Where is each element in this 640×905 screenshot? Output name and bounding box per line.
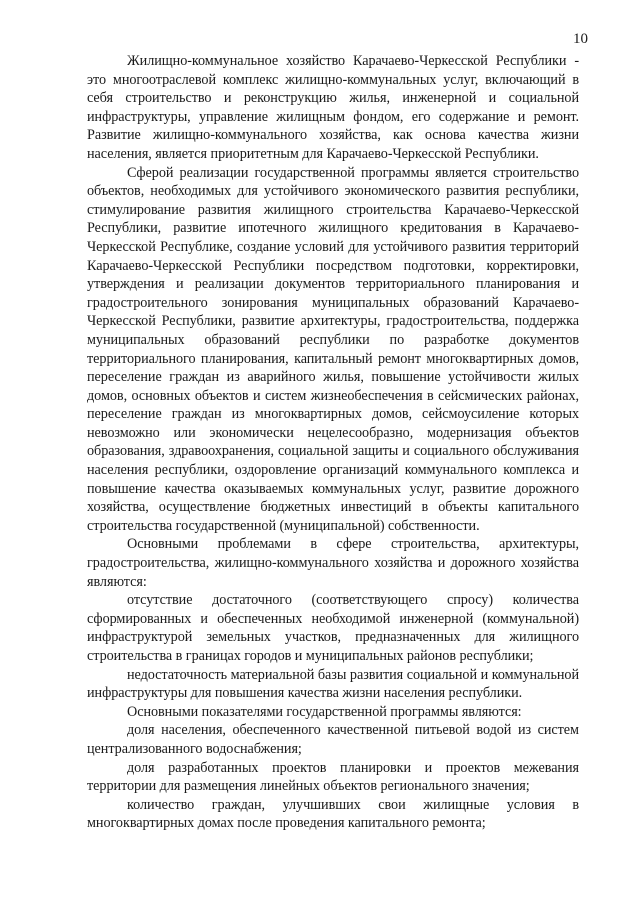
paragraph-indicator-water: доля населения, обеспеченного качественной питьевой водой из систем централизованного водоснабжения; [87, 722, 579, 757]
paragraph-indicator-planning: доля разработанных проектов планировки и проектов межевания территории для размещения линейных объектов регионального значения; [87, 759, 579, 795]
paragraph-problems-intro: Основными проблемами в сфере строительства, архитектуры, градостроительства, жилищно-коммунального хозяйства и дорожного хозяйства являются: [87, 536, 579, 590]
paragraph-program-scope: Сферой реализации государственной программы является строительство объектов, необходимых для устойчивого экономического развития республики, стимулирование развития жилищного строительства Карачаево-Черкесской Республики, развитие ипотечного жилищного кредитования в Карачаево-Черкесской Республике, создание условий для устойчивого развития территорий Карачаево-Черкесской Республики посредством подготовки, корректировки, утверждения и реализации документов территориального планирования и градостроительного зонирования муниципальных образований Карачаево-Черкесской Республики, развитие архитектуры, градостроительства, поддержка муниципальных образований республики по разработке документов территориального планирования, капитальный ремонт многоквартирных домов, переселение граждан из аварийного жилья, повышение устойчивости жилых домов, основных объектов и систем жизнеобеспечения в сейсмических районах, переселение граждан из многоквартирных домов, сейсмоусиление которых невозможно или экономически нецелесообразно, модернизация объектов образования, здравоохранения, социальной защиты и социального обслуживания населения республики, оздоровление организаций коммунального комплекса и повышение качества оказываемых коммунальных услуг, развитие дорожного хозяйства, осуществление бюджетных инвестиций в объекты капитального строительства государственной (муниципальной) собственности. [87, 164, 579, 534]
paragraph-problem-land-plots: отсутствие достаточного (соответствующего спросу) количества сформированных и обеспеченных необходимой инженерной (коммунальной) инфраструктурой земельных участков, предназначенных для жилищного строительства в границах городов и муниципальных районов республики; [87, 592, 579, 664]
paragraph-housing-overview: Жилищно-коммунальное хозяйство Карачаево-Черкесской Республики - это многоотраслевой комплекс жилищно-коммунальных услуг, включающий в себя строительство и реконструкцию жилья, инженерной и социальной инфраструктуры, управление жилищным фондом, его содержание и ремонт. Развитие жилищно-коммунального хозяйства, как основа качества жизни населения, является приоритетным для Карачаево-Черкесской Республики. [87, 53, 579, 162]
paragraph-indicator-housing: количество граждан, улучшивших свои жилищные условия в многоквартирных домах после проведения капитального ремонта; [87, 796, 579, 832]
paragraph-indicators-intro: Основными показателями государственной программы являются: [127, 703, 522, 720]
page-number: 10 [573, 31, 588, 47]
document-body [87, 52, 579, 833]
paragraph-problem-material-base: недостаточность материальной базы развития социальной и коммунальной инфраструктуры для повышения качества жизни населения республики. [87, 666, 579, 702]
